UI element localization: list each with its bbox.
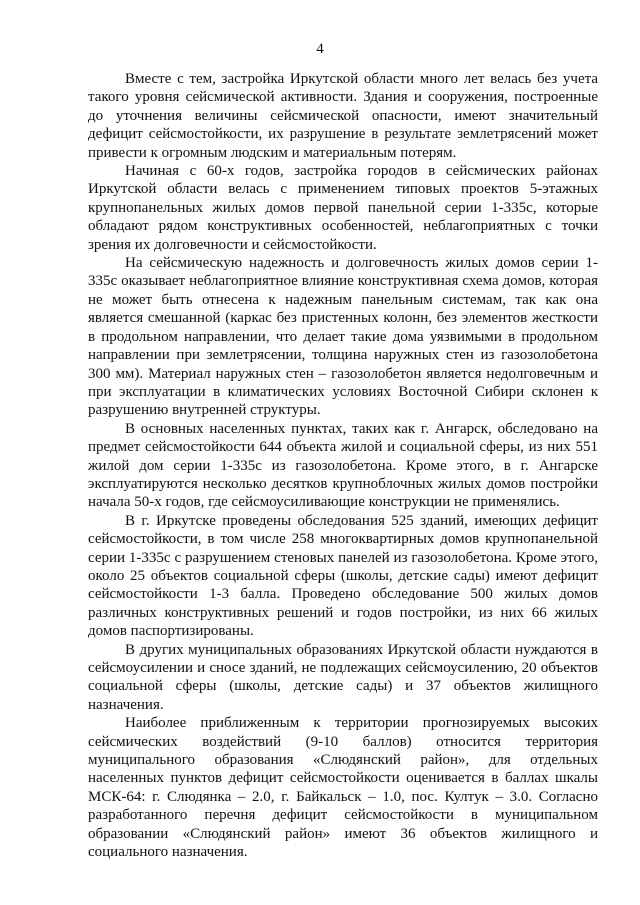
paragraph-1: Вместе с тем, застройка Иркутской области много лет велась без учета такого уровня сейсмической активности. Здания и сооружения, построенные до уточнения величины сейсмической опасности, имеют значительный дефицит сейсмостойкости, их разрушение в результате землетрясений может привести к огромным людским и материальным потерям. [88, 71, 598, 161]
paragraph-4: В основных населенных пунктах, таких как г. Ангарск, обследовано на предмет сейсмостойкости 644 объекта жилой и социальной сферы, из них 551 жилой дом серии 1-335с из газозолобетона. Кроме этого, в г. Ангарске эксплуатируются несколько десятков крупноблочных жилых домов постройки начала 50-х годов, где сейсмоусиливающие конструкции не применялись. [88, 420, 598, 511]
page-number: 4 [316, 41, 324, 57]
paragraph-5: В г. Иркутске проведены обследования 525 зданий, имеющих дефицит сейсмостойкости, в том числе 258 многоквартирных домов крупнопанельной серии 1-335с с разрушением стеновых панелей из газозолобетона. Кроме этого, около 25 объектов социальной сферы (школы, детские сады) имеют дефицит сейсмостойкости 1-3 балла. Проведено обследование 500 жилых домов различных конструктивных решений и годов постройки, из них 66 жилых домов паспортизированы. [88, 512, 598, 640]
paragraph-3: На сейсмическую надежность и долговечность жилых домов серии 1-335с оказывает неблагоприятное влияние конструктивная схема домов, которая не может быть отнесена к надежным панельным системам, так как она является смешанной (каркас без пристенных колонн, без элементов жесткости в продольном направлении, что делает такие дома уязвимыми в продольном направлении при землетрясении, толщина наружных стен из газозолобетона 300 мм). Материал наружных стен – газозолобетон является недолговечным и при эксплуатации в климатических условиях Восточной Сибири склонен к разрушению внутренней структуры. [88, 255, 598, 419]
paragraph-2: Начиная с 60-х годов, застройка городов в сейсмических районах Иркутской области велась с применением типовых проектов 5-этажных крупнопанельных жилых домов первой панельной серии 1-335с, которые обладают рядом конструктивных особенностей, неблагоприятных с точки зрения их долговечности и сейсмостойкости. [88, 163, 598, 253]
paragraph-6: В других муниципальных образованиях Иркутской области нуждаются в сейсмоусилении и сносе зданий, не подлежащих сейсмоусилению, 20 объектов социальной сферы (школы, детские сады) и 37 объектов жилищного назначения. [88, 641, 598, 713]
paragraph-7: Наиболее приближенным к территории прогнозируемых высоких сейсмических воздействий (9-10 баллов) относится территория муниципального образования «Слюдянский район», для отдельных населенных пунктов дефицит сейсмостойкости оценивается в баллах шкалы МСК-64: г. Слюдянка – 2.0, г. Байкальск – 1.0, пос. Култук – 3.0. Согласно разработанного перечня дефицит сейсмостойкости в муниципальном образовании «Слюдянский район» имеют 36 объектов жилищного и социального назначения. [88, 715, 598, 861]
document-body [88, 70, 598, 861]
